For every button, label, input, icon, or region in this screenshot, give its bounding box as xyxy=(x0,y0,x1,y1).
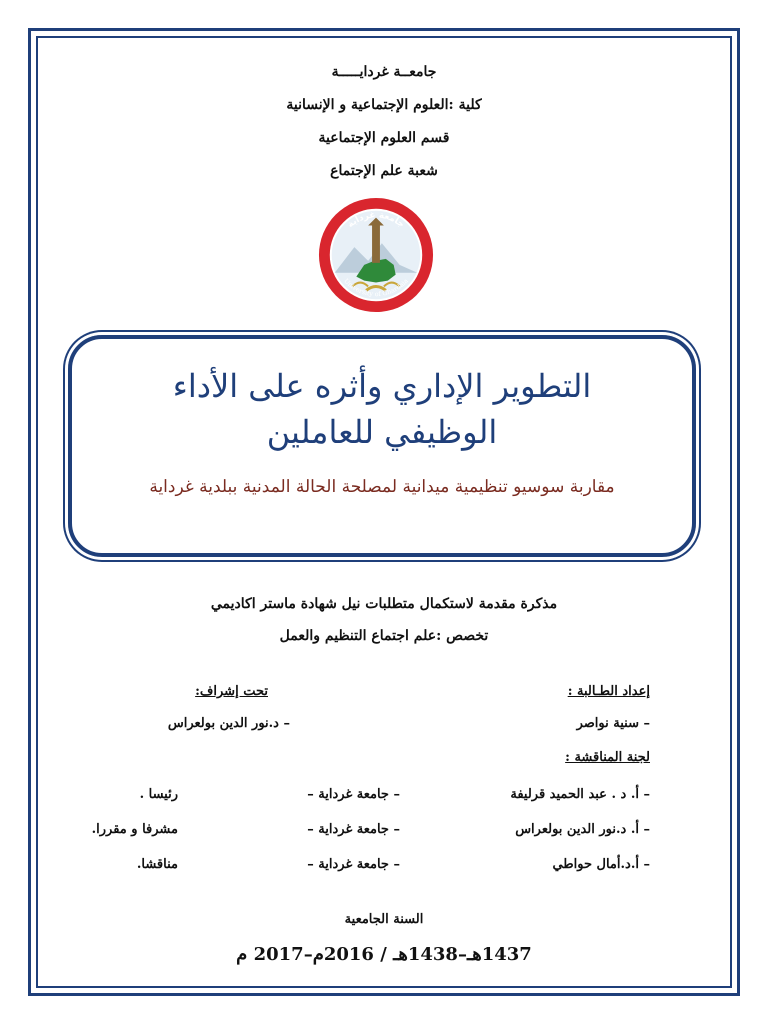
supervisor-name: – د.نور الدين بولعراس xyxy=(167,716,290,731)
university-seal-icon xyxy=(317,196,435,314)
university-name: جامعــة غردايـــــة xyxy=(331,64,437,80)
memo-line1: مذكرة مقدمة لاستكمال متطلبات نيل شهادة ماستر اكاديمي xyxy=(210,596,558,612)
prepared-by-label: إعداد الطـالبة : xyxy=(567,684,650,699)
committee-label: لجنة المناقشة : xyxy=(565,750,650,765)
committee-member-3-university: – جامعة غرداية – xyxy=(307,857,400,872)
faculty-name: كلية :العلوم الإجتماعية و الإنسانية xyxy=(286,97,482,113)
committee-member-2-name: – أ. د.نور الدين بولعراس xyxy=(515,822,650,837)
academic-years: 1437هـ–1438هـ / 2016م–2017 م xyxy=(236,944,532,965)
committee-member-3-name: – أ.د.أمال حواطي xyxy=(552,857,650,872)
committee-member-2-university: – جامعة غرداية – xyxy=(307,822,400,837)
memo-statement xyxy=(0,588,768,652)
seal-english-text: University of Ghardaia xyxy=(342,276,410,299)
committee-member-1-role: رئيسا . xyxy=(139,787,178,802)
academic-year-label: السنة الجامعية xyxy=(344,912,424,927)
branch-name: شعبة علم الإجتماع xyxy=(330,163,438,179)
student-name: – سنية نواصر xyxy=(576,716,650,731)
thesis-title xyxy=(72,363,692,455)
committee-member-1-name: – أ. د . عبد الحميد قرليفة xyxy=(510,787,650,802)
institution-header xyxy=(0,56,768,188)
thesis-title-line1: التطوير الإداري وأثره على الأداء xyxy=(172,367,592,405)
committee-member-2-role: مشرفا و مقررا. xyxy=(91,822,178,837)
supervision-label: تحت إشراف: xyxy=(195,684,268,699)
committee-member-1-university: – جامعة غرداية – xyxy=(307,787,400,802)
specialization: تخصص :علم اجتماع التنظيم والعمل xyxy=(279,628,489,644)
thesis-title-line2: الوظيفي للعاملين xyxy=(266,413,498,451)
seal-arabic-text: جامعة غرداية xyxy=(345,210,407,231)
department-name: قسم العلوم الإجتماعية xyxy=(318,130,450,146)
committee-member-3-role: مناقشا. xyxy=(136,857,178,872)
thesis-subtitle: مقاربة سوسيو تنظيمية ميدانية لمصلحة الحالة المدنية ببلدية غرداية xyxy=(149,477,615,497)
thesis-title-box xyxy=(68,335,696,557)
